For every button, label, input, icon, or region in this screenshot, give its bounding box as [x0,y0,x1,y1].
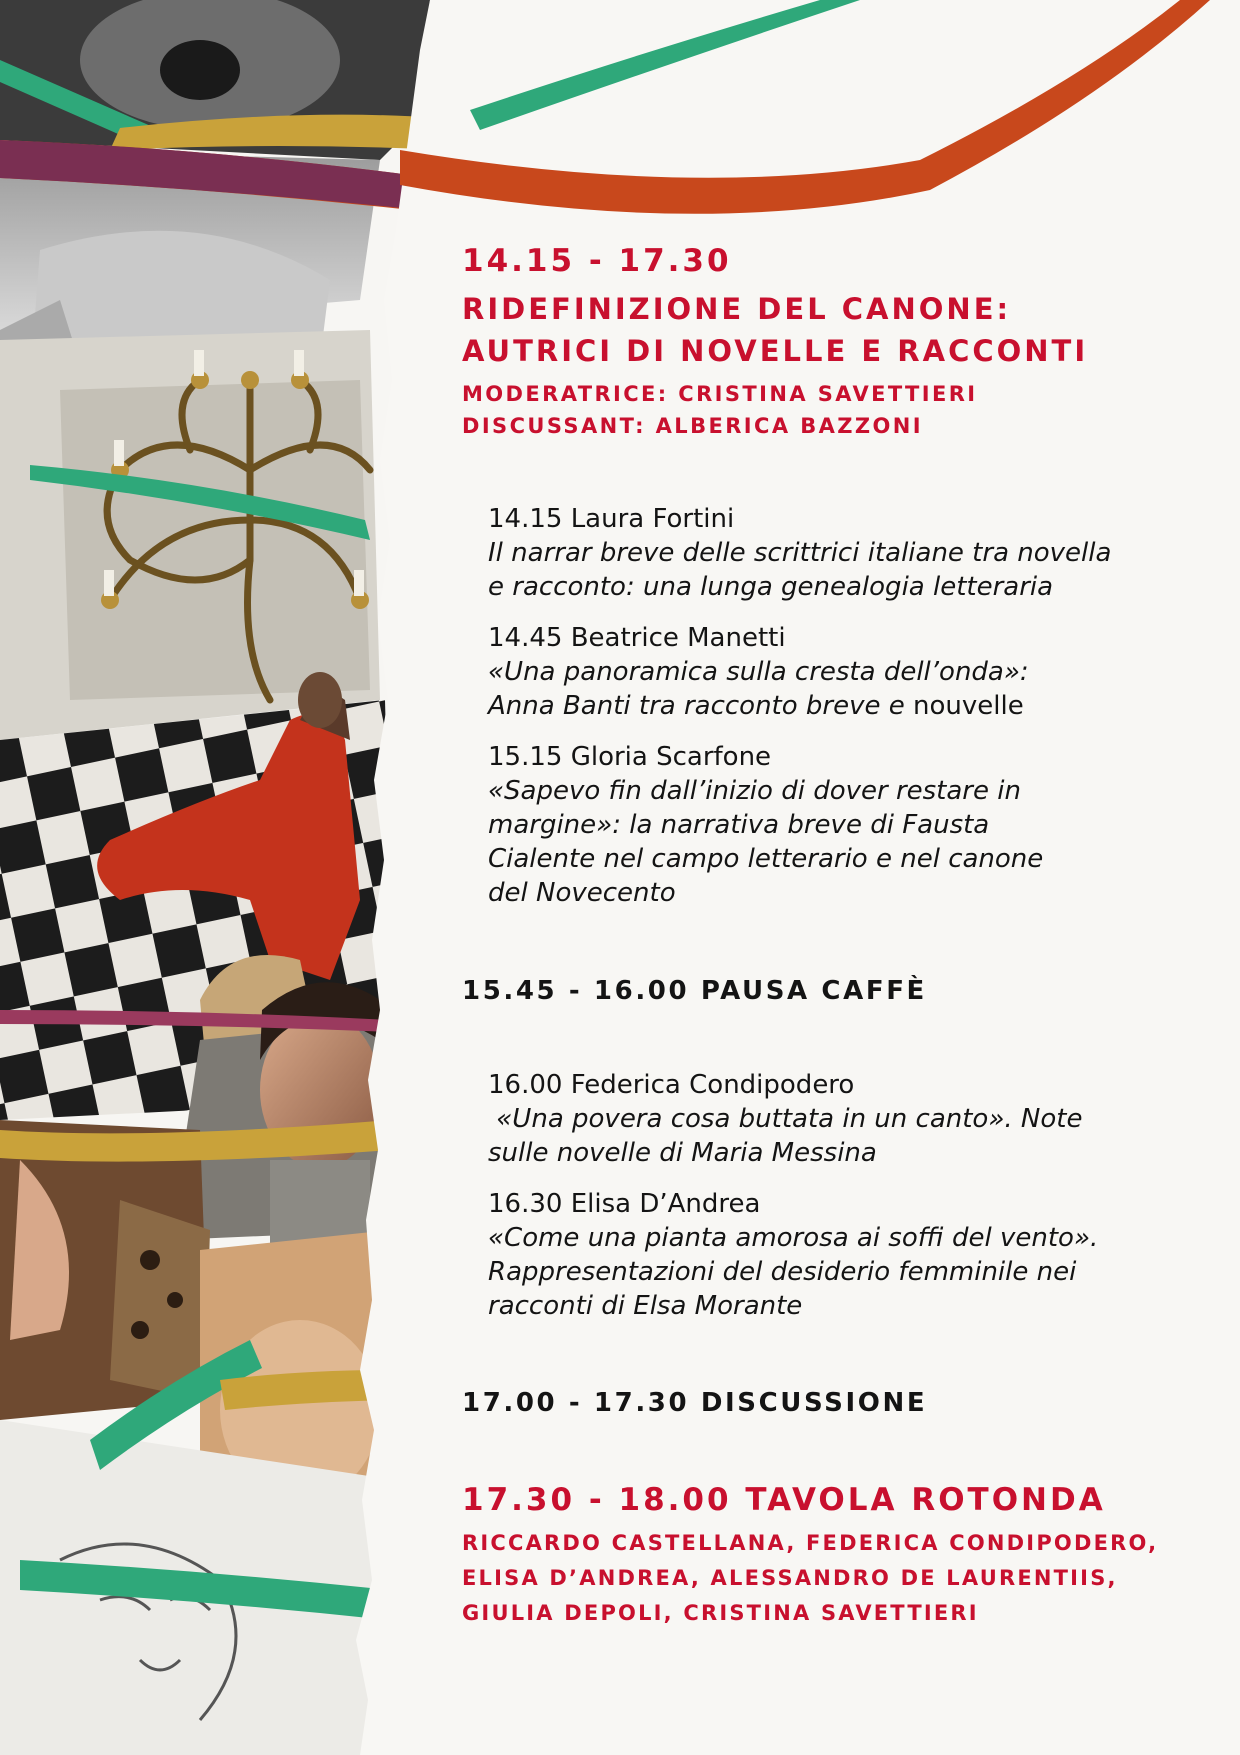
round-table-names-line: GIULIA DEPOLI, CRISTINA SAVETTIERI [462,1601,979,1625]
talk-speaker: 14.45 Beatrice Manetti [488,623,786,653]
round-table-title: 17.30 - 18.00 TAVOLA ROTONDA [462,1482,1106,1518]
talk-speaker: 14.15 Laura Fortini [488,504,735,534]
talk-title-line: «Come una pianta amorosa ai soffi del vento». [488,1223,1099,1253]
talk-title-line: margine»: la narrativa breve di Fausta [488,810,990,840]
session-moderator: MODERATRICE: CRISTINA SAVETTIERI [462,382,978,406]
session-discussant: DISCUSSANT: ALBERICA BAZZONI [462,414,923,438]
talk-speaker: 16.30 Elisa D’Andrea [488,1189,761,1219]
talk-title-line: del Novecento [488,878,676,908]
talk-title-line [488,689,1238,723]
session-title-line1: RIDEFINIZIONE DEL CANONE: [462,292,1012,326]
talk-title-line: sulle novelle di Maria Messina [488,1138,877,1168]
talk-speaker: 15.15 Gloria Scarfone [488,742,772,772]
talk-title-line: Il narrar breve delle scrittrici italiane tra novella [488,538,1112,568]
coffee-break: 15.45 - 16.00 PAUSA CAFFÈ [462,976,927,1006]
session-time: 14.15 - 17.30 [462,243,732,279]
talk-fortini [488,502,1238,604]
talk-title-line: «Una povera cosa buttata in un canto». Note [488,1104,1083,1134]
talk-manetti [488,621,1238,723]
round-table-names-line: RICCARDO CASTELLANA, FEDERICA CONDIPODERO, [462,1531,1159,1555]
talk-title-line: Rappresentazioni del desiderio femminile nei [488,1257,1077,1287]
round-table-names [462,1526,1158,1631]
talk-dandrea [488,1187,1238,1323]
talk-title-line: e racconto: una lunga genealogia letteraria [488,572,1054,602]
talk-title-line: racconti di Elsa Morante [488,1291,803,1321]
talk-title-line: «Sapevo fin dall’inizio di dover restare in [488,776,1021,806]
discussion: 17.00 - 17.30 DISCUSSIONE [462,1388,928,1418]
talk-title-line: Cialente nel campo letterario e nel canone [488,844,1044,874]
session-title-line2: AUTRICI DI NOVELLE E RACCONTI [462,334,1089,368]
talk-title-roman: nouvelle [913,691,1024,721]
talk-title-line: «Una panoramica sulla cresta dell’onda»: [488,657,1029,687]
round-table-names-line: ELISA D’ANDREA, ALESSANDRO DE LAURENTIIS, [462,1566,1118,1590]
talk-title-italic: Anna Banti tra racconto breve e [488,691,914,721]
talk-speaker: 16.00 Federica Condipodero [488,1070,855,1100]
talk-condipodero [488,1068,1238,1170]
talk-scarfone [488,740,1238,910]
